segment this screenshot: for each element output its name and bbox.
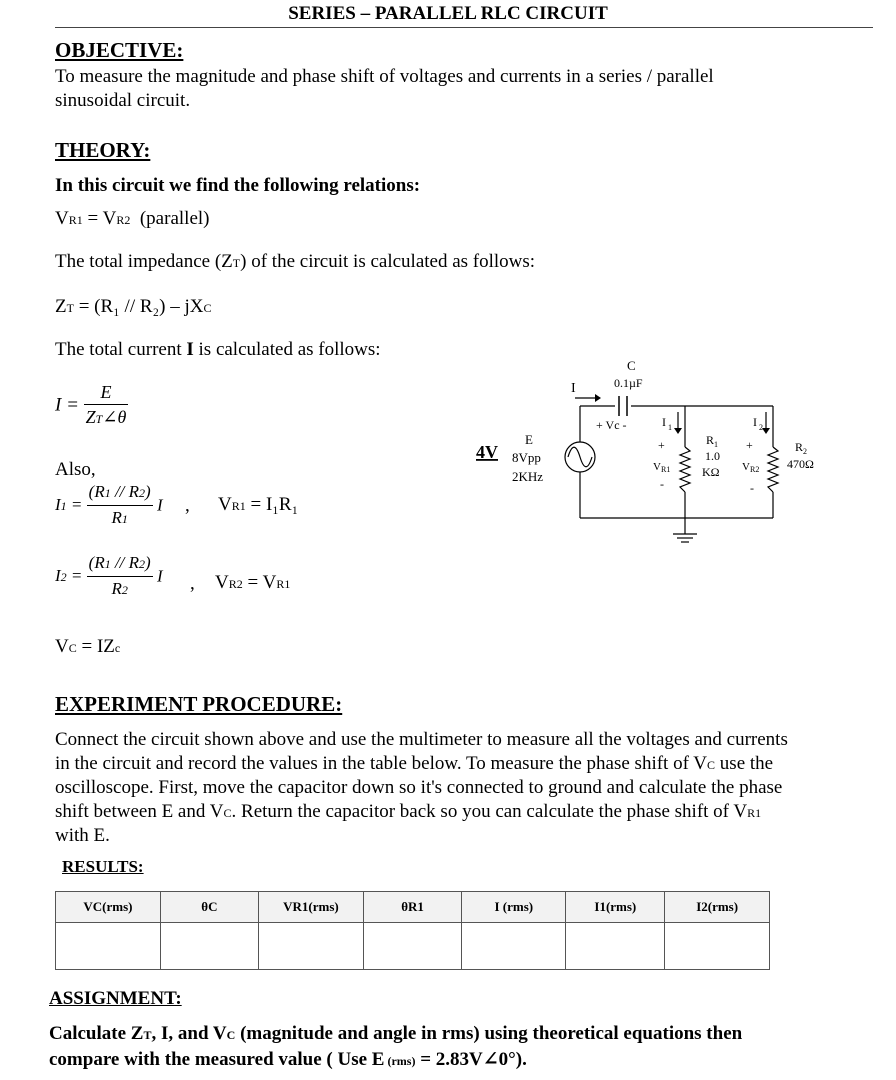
cap-value: 0.1µF <box>614 376 643 390</box>
current-sentence-start: The total current <box>55 339 187 360</box>
comma-1: , <box>185 495 190 516</box>
procedure-line5: with E. <box>55 825 110 846</box>
vc-formula-rhs: = IZ <box>76 636 115 657</box>
r2-value: 470Ω <box>787 457 814 471</box>
vc-formula: VC = IZc <box>55 636 121 657</box>
r2-label: R <box>795 440 804 454</box>
objective-heading: OBJECTIVE: <box>55 38 184 62</box>
assignment-line1-end: (magnitude and angle in rms) using theoretical equations then <box>235 1023 743 1044</box>
current-i1-label: I <box>662 415 666 429</box>
assignment-heading: ASSIGNMENT: <box>49 988 182 1009</box>
cell-i2-rms[interactable] <box>665 923 770 970</box>
col-theta-c: θC <box>160 892 258 923</box>
results-table <box>55 891 770 970</box>
impedance-sentence: The total impedance (ZT) of the circuit is calculated as follows: <box>55 251 536 272</box>
current-i2-sub: 2 <box>759 423 763 432</box>
procedure-line3: oscilloscope. First, move the capacitor down so it's connected to ground and calculate the phase <box>55 777 783 798</box>
current-i-label: I <box>571 381 576 396</box>
vr1-minus: - <box>660 477 664 491</box>
also-label: Also, <box>55 459 96 480</box>
current-i2-label: I <box>753 415 757 429</box>
results-heading: RESULTS: <box>62 857 144 876</box>
cap-polarity: + Vc - <box>596 418 627 432</box>
cap-label: C <box>627 358 636 373</box>
procedure-line4-start: shift between E and V <box>55 801 224 822</box>
comma-2: , <box>190 573 195 594</box>
vr2-plus: + <box>746 438 753 452</box>
cell-i1-rms[interactable] <box>566 923 665 970</box>
i2-formula: I2 = $\frac{(R1 // R2)}{R2}$ I <box>55 553 163 598</box>
cell-vr1-rms[interactable] <box>258 923 363 970</box>
page-title: SERIES – PARALLEL RLC CIRCUIT <box>288 3 608 24</box>
i1-formula: I1 = $\frac{(R1 // R2)}{R1}$ I <box>55 482 163 527</box>
current-sentence <box>55 338 381 362</box>
resistor-r1-icon <box>680 447 690 492</box>
current-i1-sub: 1 <box>668 423 672 432</box>
procedure-heading: EXPERIMENT PROCEDURE: <box>55 692 343 716</box>
r1-value-line2: KΩ <box>702 465 720 479</box>
cell-theta-r1[interactable] <box>364 923 462 970</box>
vc-formula-sub: c <box>114 641 121 655</box>
cell-theta-c[interactable] <box>160 923 258 970</box>
assignment-line2 <box>49 1048 527 1073</box>
vr1-label-sub: R1 <box>661 465 671 474</box>
current-formula: I = $\frac{E}{ZT\angle\theta}$ <box>55 382 127 427</box>
r2-label-sub: 2 <box>803 447 807 456</box>
assignment-line1: Calculate ZT, I, and VC (magnitude and angle in rms) using theoretical equations then <box>49 1023 743 1044</box>
vr2-minus: - <box>750 481 754 495</box>
r1-label-sub: 1 <box>714 440 718 449</box>
resistor-r2-icon <box>768 447 778 492</box>
procedure-line1: Connect the circuit shown above and use the multimeter to measure all the voltages and currents <box>55 729 788 750</box>
objective-text-line1: To measure the magnitude and phase shift of voltages and currents in a series / parallel <box>55 66 714 87</box>
col-vc-rms: VC(rms) <box>56 892 161 923</box>
assignment-line1-start: Calculate Z <box>49 1023 144 1044</box>
current-sentence-end: is calculated as follows: <box>193 339 381 360</box>
r1-value-line1: 1.0 <box>705 449 720 463</box>
procedure-line2-end: use the <box>715 753 774 774</box>
vr2-label: V <box>742 461 750 473</box>
procedure-line2: in the circuit and record the values in the table below. To measure the phase shift of VC use the <box>55 753 774 774</box>
title-underline <box>55 27 873 28</box>
col-vr1-rms: VR1(rms) <box>258 892 363 923</box>
zt-formula-rhs: = (R₁ // R₂) – jX <box>73 296 204 317</box>
impedance-sentence-start: The total impedance (Z <box>55 251 233 272</box>
vr1-formula-rhs: = I₁R₁ <box>245 494 299 515</box>
procedure-line2-start: in the circuit and record the values in the table below. To measure the phase shift of V <box>55 753 708 774</box>
col-i2-rms: I2(rms) <box>665 892 770 923</box>
assignment-line2-start: compare with the measured value ( Use E <box>49 1049 385 1070</box>
circuit-diagram <box>470 352 814 552</box>
procedure-line4: shift between E and VC. Return the capacitor back so you can calculate the phase shift of VR1 <box>55 801 762 822</box>
procedure-line4-end: . Return the capacitor back so you can calculate the phase shift of V <box>231 801 748 822</box>
cell-vc-rms[interactable] <box>56 923 161 970</box>
assignment-line2-end: = 2.83V∠0°). <box>415 1049 527 1070</box>
theory-intro: In this circuit we find the following relations: <box>55 175 421 196</box>
cell-i-rms[interactable] <box>462 923 566 970</box>
assignment-line2-sub: (rms) <box>384 1054 416 1068</box>
theory-heading: THEORY: <box>55 138 151 162</box>
source-vpp-label: 8Vpp <box>512 450 541 465</box>
impedance-sentence-end: ) of the circuit is calculated as follows: <box>240 251 536 272</box>
col-theta-r1: θR1 <box>364 892 462 923</box>
source-freq-label: 2KHz <box>512 469 544 484</box>
source-label-big: 4V <box>476 442 498 462</box>
zt-formula: ZT = (R₁ // R₂) – jXC <box>55 296 212 317</box>
relation-parallel-note: (parallel) <box>139 208 210 229</box>
vr2-formula: VR2 = VR1 <box>215 572 291 593</box>
source-e-label: E <box>525 432 533 447</box>
relation-vr1-vr2: VR1 = VR2 (parallel) <box>55 208 210 229</box>
results-entry-row <box>56 923 770 970</box>
vr1-label: V <box>653 461 661 473</box>
assignment-line1-mid: , I, and V <box>151 1023 227 1044</box>
vr1-formula: VR1 = I₁R₁ <box>218 494 299 515</box>
current-symbol: I <box>186 339 194 360</box>
vr1-plus: + <box>658 438 665 452</box>
r1-label: R <box>706 433 715 447</box>
vr2-label-sub: R2 <box>750 465 760 474</box>
objective-text-line2: sinusoidal circuit. <box>55 90 191 111</box>
col-i1-rms: I1(rms) <box>566 892 665 923</box>
col-i-rms: I (rms) <box>462 892 566 923</box>
results-header-row <box>56 892 770 923</box>
